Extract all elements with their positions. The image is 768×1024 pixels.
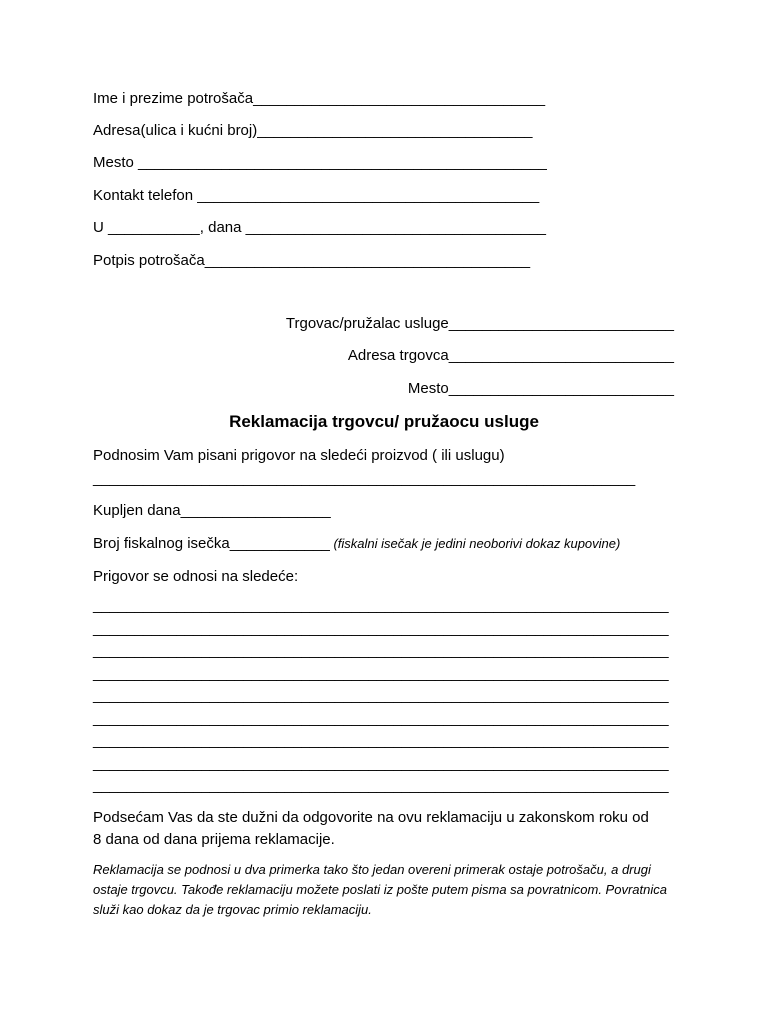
receipt-number-label: Broj fiskalnog isečka____________ bbox=[93, 535, 330, 552]
product-line: _________________________________________________________________ bbox=[93, 470, 636, 487]
instructions-paragraph: Reklamacija se podnosi u dva primerka tako što jedan overeni primerak ostaje potrošaču, a drugi ostaje trgovcu. Takođe reklamaciju možete poslati iz pošte putem pisma sa povratnicom. Povratnica služi kao dokaz da je trgovac primio reklamaciju. bbox=[93, 862, 667, 917]
complaint-line: _____________________________________________________________________ bbox=[93, 620, 669, 637]
merchant-name-field: Trgovac/pružalac usluge___________________________ bbox=[285, 315, 674, 332]
complaint-label: Prigovor se odnosi na sledeće: bbox=[93, 568, 299, 585]
document-title: Reklamacija trgovcu/ pružaocu usluge bbox=[229, 412, 539, 431]
consumer-signature-field: Potpis potrošača_______________________________________ bbox=[93, 252, 531, 269]
complaint-line: _____________________________________________________________________ bbox=[93, 642, 669, 659]
consumer-phone-field: Kontakt telefon _________________________________________ bbox=[93, 187, 540, 204]
complaint-line: _____________________________________________________________________ bbox=[93, 732, 669, 749]
complaint-line: _____________________________________________________________________ bbox=[93, 755, 669, 772]
merchant-address-field: Adresa trgovca___________________________ bbox=[347, 347, 674, 364]
receipt-note: (fiskalni isečak je jedini neoborivi dokaz kupovine) bbox=[329, 536, 621, 551]
merchant-place-field: Mesto___________________________ bbox=[407, 380, 674, 397]
consumer-address-field: Adresa(ulica i kućni broj)_________________________________ bbox=[93, 122, 533, 139]
reminder-paragraph: Podsećam Vas da ste dužni da odgovorite na ovu reklamaciju u zakonskom roku od 8 dana od dana prijema reklamacije. bbox=[93, 809, 649, 848]
date-place-field: U ___________, dana ____________________________________ bbox=[93, 219, 546, 236]
complaint-line: _____________________________________________________________________ bbox=[93, 597, 669, 614]
consumer-name-field: Ime i prezime potrošača___________________________________ bbox=[93, 90, 546, 107]
consumer-place-field: Mesto _________________________________________________ bbox=[93, 154, 547, 171]
product-label: Podnosim Vam pisani prigovor na sledeći proizvod ( ili uslugu) bbox=[93, 447, 505, 464]
purchase-date-field: Kupljen dana__________________ bbox=[93, 502, 331, 519]
complaint-line: _____________________________________________________________________ bbox=[93, 710, 669, 727]
receipt-number-field bbox=[93, 534, 620, 554]
complaint-line: _____________________________________________________________________ bbox=[93, 665, 669, 682]
complaint-line: _____________________________________________________________________ bbox=[93, 777, 669, 794]
complaint-line: _____________________________________________________________________ bbox=[93, 687, 669, 704]
